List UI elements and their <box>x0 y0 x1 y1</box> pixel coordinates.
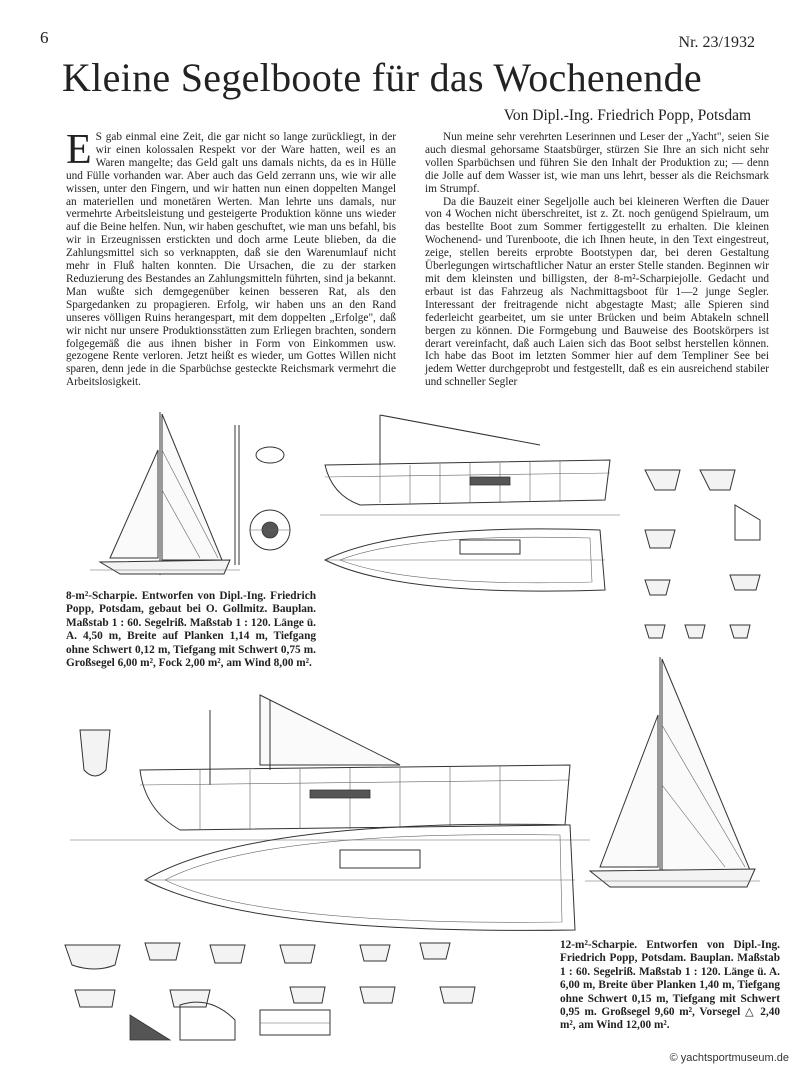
mast-detail-drawing <box>225 425 305 565</box>
caption-8m-scharpie: 8-m²-Scharpie. Entworfen von Dipl.-Ing. Friedrich Popp, Potsdam, gebaut bei O. Gollmitz. Bauplan. Maßstab 1 : 60. Segelriß. Maßstab 1 : 120. Länge ü. A. 4,50 m, Breite auf Planken 1,14 m, Tiefgang ohne Schwert 0,12 m, Tiefgang mit Schwert 0,75 m. Großsegel 6,00 m², Fock 2,00 m², am Wind 8,00 m². <box>66 590 316 670</box>
sail-plan-8m-drawing <box>90 410 240 590</box>
hull-sections-8m-drawing <box>640 460 780 650</box>
issue-number: Nr. 23/1932 <box>678 34 755 51</box>
drop-cap: E <box>66 127 92 173</box>
page-number: 6 <box>40 28 49 47</box>
article-byline: Von Dipl.-Ing. Friedrich Popp, Potsdam <box>503 107 751 124</box>
sail-plan-12m-drawing <box>585 655 760 905</box>
watermark-credit: © yachtsportmuseum.de <box>669 1052 789 1064</box>
construction-plan-8m-drawing <box>320 405 620 615</box>
paragraph-yacht: Nun meine sehr verehrten Leserinnen und Leser der „Yacht", seien Sie auch diesmal gehorsame Staatsbürger, stürzen Sie Ihre an sich nicht sehr vollen Sparbüchsen und führen Sie den Inhalt der Produktion zu; — denn die Jolle auf dem Wasser ist, wie man uns lehrt, besser als die Reichsmark im Strumpf. <box>425 131 769 195</box>
caption-12m-scharpie: 12-m²-Scharpie. Entworfen von Dipl.-Ing. Friedrich Popp, Potsdam. Bauplan. Maßstab 1 : 60. Segelriß. Maßstab 1 : 120. Länge ü. A. 6,00 m, Breite über Planken 1,40 m, Tiefgang ohne Schwert 0,15 m, Tiefgang mit Schwert 0,95 m. Großsegel 9,60 m², Vorsegel △ 2,40 m², am Wind 12,00 m². <box>560 939 780 1032</box>
hull-sections-12m-drawing <box>60 935 550 1045</box>
text-column-right <box>425 131 769 389</box>
construction-plan-12m-drawing <box>70 690 590 935</box>
text-column-left <box>66 127 396 389</box>
article-title: Kleine Segelboote für das Wochenende <box>62 55 702 100</box>
paragraph-bauzeit: Da die Bauzeit einer Segeljolle auch bei kleineren Werften die Dauer von 4 Wochen nicht überschreitet, ist z. Zt. noch genügend Spielraum, um das bestellte Boot zum Sommer fertiggestellt zu erhalten. Die kleinen Wochenend- und Turenboote, die ich Ihnen heute, in den Text eingestreut, zeige, stellen bereits erprobte Bootstypen dar, bei deren Gestaltung Überlegungen wirtschaftlicher Natur an erster Stelle standen. Beginnen wir mit dem kleinsten und billigsten, der 8-m²-Scharpiejolle. Gedacht und erbaut ist das Fahrzeug als Nachmittagsboot für 1—2 junge Segler. Interessant der freitragende nicht abgestagte Mast; alle Spieren sind federleicht gearbeitet, um sie unter Brücken und beim Abtakeln schnell bergen zu können. Die Formgebung und Bauweise des Bootskörpers ist derart vereinfacht, daß auch Laien sich das Boot selbst herstellen können. Ich habe das Boot im letzten Sommer hier auf dem Templiner See bei jedem Wetter durchgeprobt und festgestellt, daß es ein ausreichend stabiler und schneller Segler <box>425 195 769 389</box>
paragraph-intro: S gab einmal eine Zeit, die gar nicht so lange zurückliegt, in der wir einen kolossalen Respekt vor der Ware hatten, weil es an Waren mangelte; das Geld galt uns damals nichts, da es in Hülle und Fülle vorhanden war. Aber auch das Geld zerrann uns, wie wir alle wissen, unter den Fingern, und wir hatten nun einen doppelten Mangel an materiellen und monetären Werten. Man lehrte uns damals, nur vermehrte Arbeitsleistung und gesteigerte Produktion könne uns wieder auf die Beine helfen. Nun, wir haben geschuftet, wie man uns befahl, bis wir in Erzeugnissen erstickten und doch arme Leute blieben, da die Zahlungsmittel sich so verknappten, daß sie den Warenumlauf nicht mehr in Fluß halten konnten. Die Ursachen, die zu der starken Reduzierung des Bestandes an Zahlungsmitteln führten, sind ja bekannt. Man wußte sich demgegenüber keinen besseren Rat, als den Spargedanken zu propagieren. Erfolg, wir haben uns an den Rand unseres völligen Ruins herangespart, mit dem doppelten „Erfolge", daß wir nicht nur unsere Produktionsstätten zum Erliegen brachten, sondern folgegemäß die aus ihnen bisher in Form von Einkommen usw. gezogene Rente verloren. Jetzt heißt es wieder, um Gottes Willen nicht sparen, denn jede in die Sparbüchse gesteckte Reichsmark vermehrt die Arbeitslosigkeit. <box>66 131 396 389</box>
